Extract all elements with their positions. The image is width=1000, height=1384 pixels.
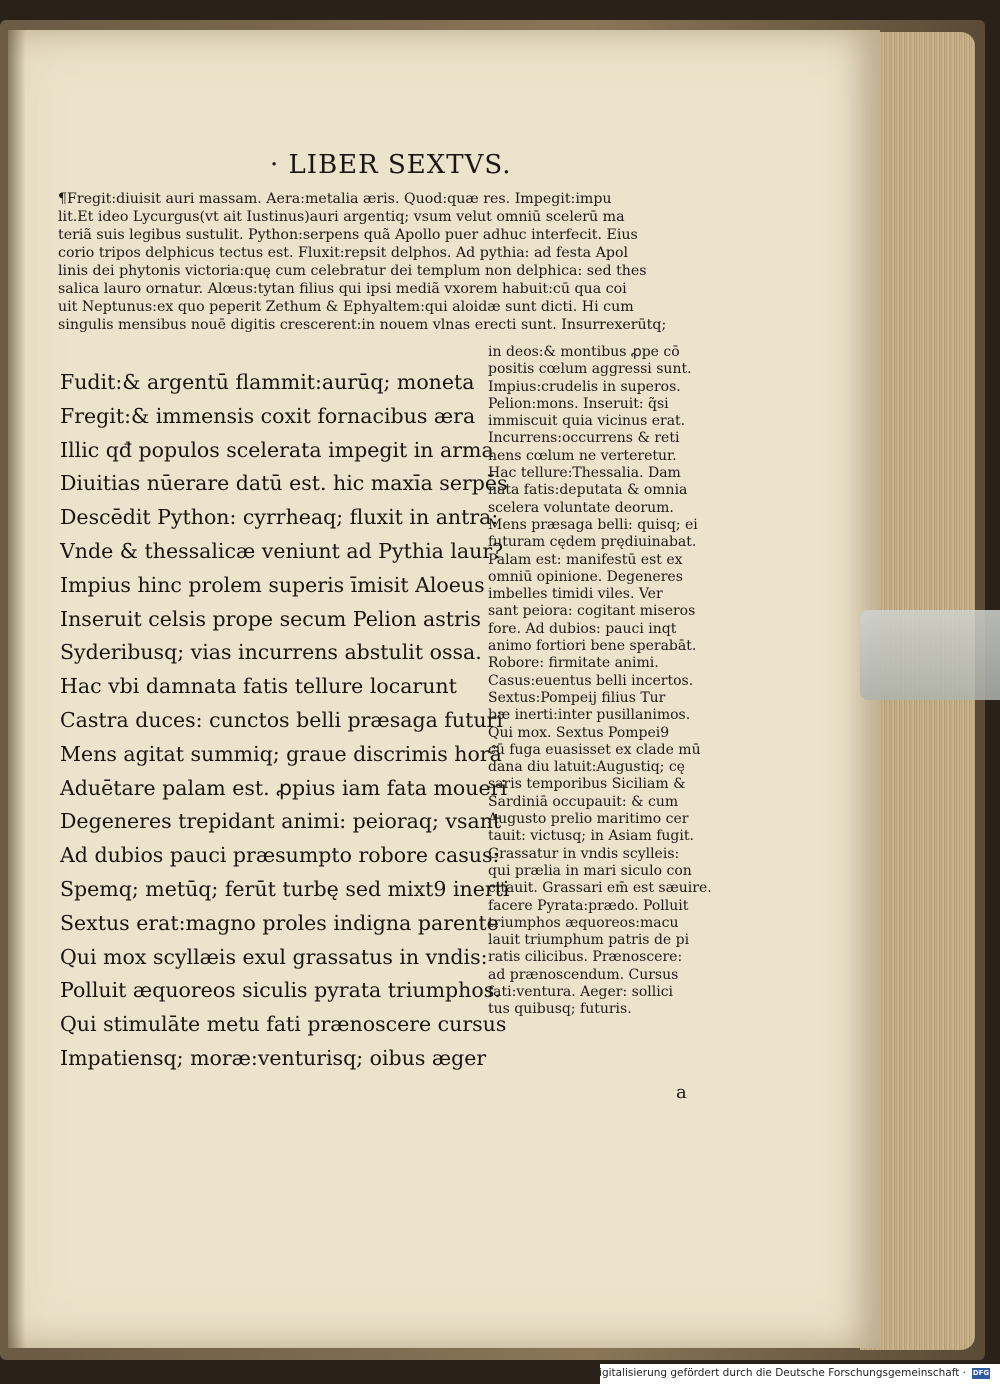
side-commentary-line: Pelion:mons. Inseruit: q̃si <box>488 395 669 412</box>
commentary-line: singulis mensibus nouē digitis crescerent:in nouem vlnas erecti sunt. Insurrexerūtq; <box>58 317 667 333</box>
side-commentary-line: bæ inerti:inter pusillanimos. <box>488 707 691 724</box>
side-commentary-line: omniū opinione. Degeneres <box>488 568 683 585</box>
footer-credit: Digitalisierung gefördert durch die Deutsche Forschungsgemeinschaft · <box>590 1367 966 1379</box>
side-commentary-line: ad prænoscendum. Cursus <box>488 966 679 983</box>
commentary-line: lit.Et ideo Lycurgus(vt ait Iustinus)auri argentiq; vsum velut omniū scelerū ma <box>58 209 625 225</box>
commentary-line: teriã suis legibus sustulit. Python:serpens quã Apollo puer adhuc interfecit. Eius <box>58 227 638 243</box>
poem-line: Syderibusq; vias incurrens abstulit ossa. <box>60 640 482 665</box>
side-commentary-line: facere Pyrata:prædo. Polluit <box>488 897 689 914</box>
side-commentary-line: fati:ventura. Aeger: sollici <box>488 983 674 1000</box>
side-commentary-line: animo fortiori bene sperabāt. <box>488 638 697 655</box>
commentary-line: uit Neptunus:ex quo peperit Zethum & Ephyaltem:qui aloidæ sunt dicti. Hi cum <box>58 299 634 315</box>
poem-line: Sextus erat:magno proles indigna parente <box>60 910 499 935</box>
side-commentary-line: citauit. Grassari em̄ est sæuire. <box>488 880 712 897</box>
page-heading: · LIBER SEXTVS. <box>270 150 512 180</box>
poem-line: Illic qđ populos scelerata impegit in arma <box>60 437 494 462</box>
side-commentary-line: dana diu latuit:Augustiq; cę <box>488 759 685 776</box>
poem-line: Castra duces: cunctos belli præsaga futuri <box>60 707 503 732</box>
poem-line: Descēdit Python: cyrrheaq; fluxit in antra: <box>60 505 499 530</box>
dfg-logo: DFG <box>972 1369 990 1377</box>
side-commentary-line: positis cœlum aggressi sunt. <box>488 361 692 378</box>
side-commentary-line: sant peiora: cogitant miseros <box>488 603 696 620</box>
side-commentary-line: saris temporibus Siciliam & <box>488 776 686 793</box>
poem-line: Inseruit celsis prope secum Pelion astris <box>60 606 481 631</box>
poem-text <box>60 366 510 1076</box>
poem-line: Vnde & thessalicæ veniunt ad Pythia laur? <box>60 538 504 563</box>
poem-line: Spemq; metūq; ferūt turbę sed mixt9 inerti <box>60 876 510 901</box>
side-commentary-line: Casus:euentus belli incertos. <box>488 672 694 689</box>
poem-line: Hac vbi damnata fatis tellure locarunt <box>60 674 457 699</box>
top-commentary <box>58 190 738 334</box>
side-commentary-line: tauit: victusq; in Asiam fugit. <box>488 828 694 845</box>
signature-mark: a <box>676 1082 687 1103</box>
side-commentary-line: Robore: firmitate animi. <box>488 655 659 672</box>
side-commentary-line: lauit triumphum patris de pi <box>488 932 690 949</box>
side-commentary-line: imbelles timidi viles. Ver <box>488 586 663 603</box>
side-commentary-line: Impius:crudelis in superos. <box>488 378 681 395</box>
side-commentary-line: Sextus:Pompeij filius Tur <box>488 689 666 706</box>
side-commentary-line: immiscuit quia vicinus erat. <box>488 413 686 430</box>
spine-shadow <box>8 30 26 1348</box>
side-commentary-line: scelera voluntate deorum. <box>488 499 674 516</box>
side-commentary-line: Hac tellure:Thessalia. Dam <box>488 465 681 482</box>
poem-line: Fregit:& immensis coxit fornacibus æra <box>60 403 476 428</box>
poem-line: Impius hinc prolem superis īmisit Aloeus <box>60 572 485 597</box>
side-commentary-line: triumphos æquoreos:macu <box>488 914 679 931</box>
side-commentary-line: Qui mox. Sextus Pompei9 <box>488 724 670 741</box>
side-commentary-line: nens cœlum ne verteretur. <box>488 447 677 464</box>
poem-line: Polluit æquoreos siculis pyrata triumphos. <box>60 978 501 1003</box>
side-commentary-line: futuram cędem prędiuinabat. <box>488 534 697 551</box>
side-commentary-line: Palam est: manifestū est ex <box>488 551 683 568</box>
side-commentary-line: in deos:& montibus ꝓpe cō <box>488 344 680 360</box>
commentary-line: linis dei phytonis victoria:quę cum celebratur dei templum non delphica: sed thes <box>58 263 647 279</box>
side-commentary-line: Grassatur in vndis scylleis: <box>488 845 680 862</box>
poem-line: Diuitias nūerare datū est. hic maxīa serpēs <box>60 471 508 496</box>
poem-line: Ad dubios pauci præsumpto robore casus: <box>60 843 500 868</box>
side-commentary-line: Mens præsaga belli: quisq; ei <box>488 516 698 533</box>
side-commentary-line: Incurrens:occurrens & reti <box>488 430 680 447</box>
poem-line: Fudit:& argentū flammit:aurūq; moneta <box>60 370 475 394</box>
side-commentary-line: qui prælia in mari siculo con <box>488 862 692 879</box>
poem-line: Mens agitat summiq; graue discrimis horã <box>60 741 502 766</box>
poem-line: Impatiensq; moræ:venturisq; oibus æger <box>60 1045 487 1070</box>
side-commentary-line: fore. Ad dubios: pauci inqt <box>488 620 677 637</box>
side-commentary-line: nata fatis:deputata & omnia <box>488 482 688 499</box>
poem-line: Degeneres trepidant animi: peioraq; vsant <box>60 809 502 834</box>
side-commentary-line: Augusto prelio maritimo cer <box>488 811 689 828</box>
side-commentary-line: Sardiniā occupauit: & cum <box>488 793 679 810</box>
commentary-line: ¶Fregit:diuisit auri massam. Aera:metalia æris. Quod:quæ res. Impegit:impu <box>58 191 612 207</box>
side-commentary <box>488 344 738 1019</box>
poem-line: Aduētare palam est. ꝓpius iam fata moueri <box>60 775 507 800</box>
poem-line: Qui stimulāte metu fati prænoscere cursus <box>60 1012 507 1037</box>
side-commentary-line: cū fuga euasisset ex clade mū <box>488 741 701 758</box>
side-commentary-line: ratis cilicibus. Prænoscere: <box>488 949 683 966</box>
poem-line: Qui mox scyllæis exul grassatus in vndis: <box>60 944 488 969</box>
commentary-line: corio tripos delphicus tectus est. Fluxit:repsit delphos. Ad pythia: ad festa Apol <box>58 245 629 261</box>
side-commentary-line: tus quibusq; futuris. <box>488 1001 632 1018</box>
commentary-line: salica lauro ornatur. Alœus:tytan filius qui ipsi mediã vxorem habuit:cū qua coi <box>58 281 627 297</box>
bookmark-strip <box>860 610 1000 700</box>
